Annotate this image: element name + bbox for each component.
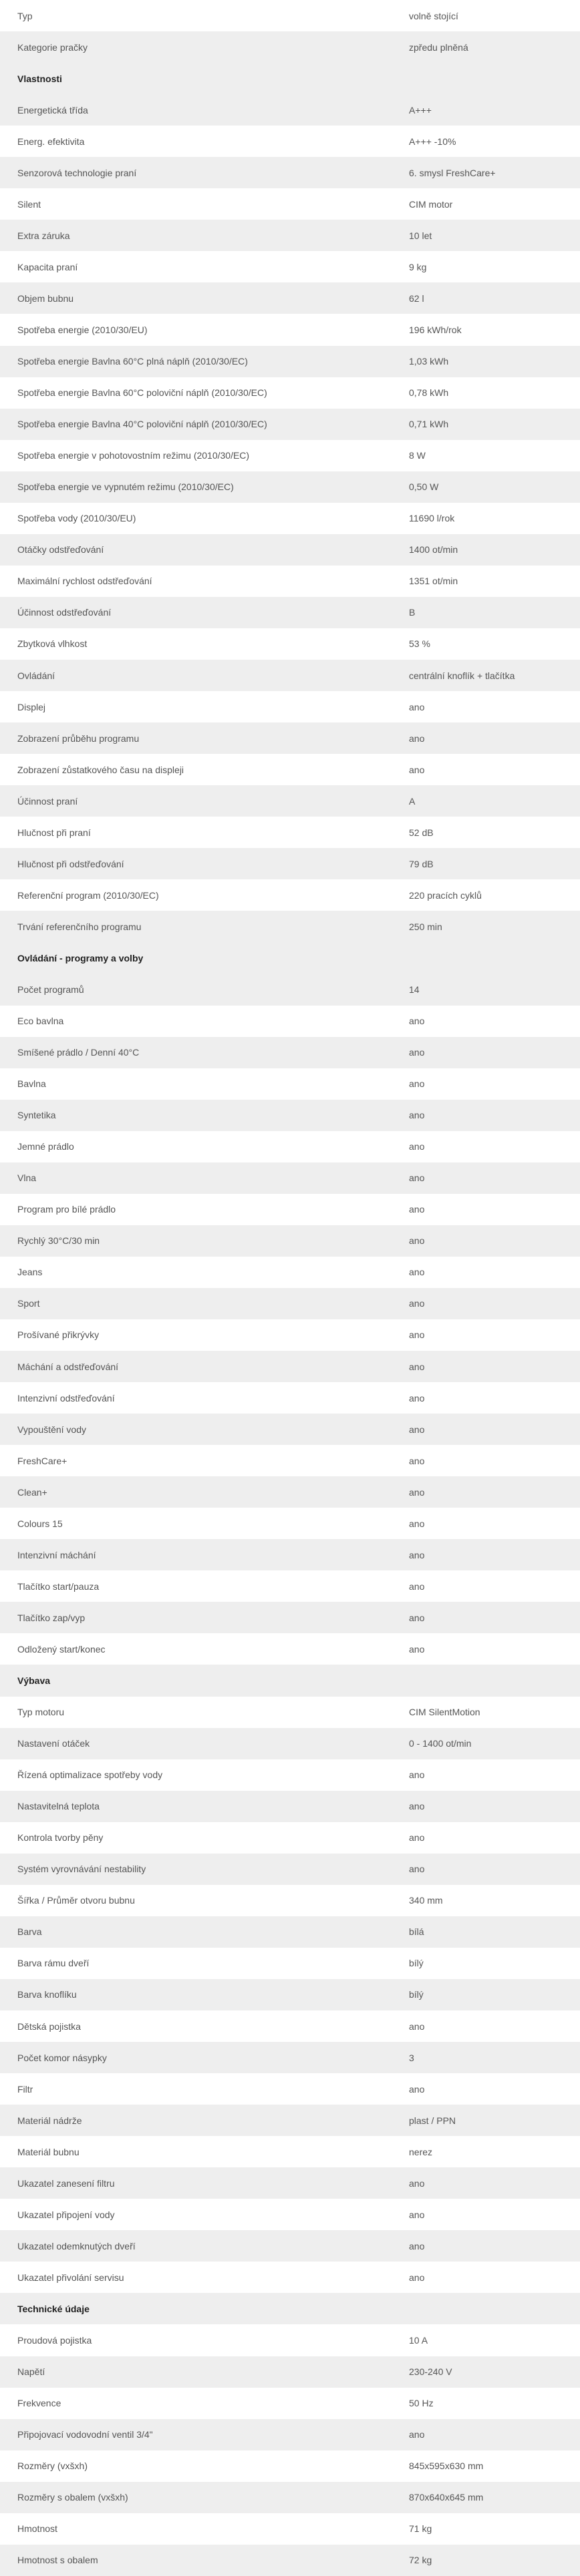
spec-value: ano [392, 1288, 580, 1319]
spec-value: 9 kg [392, 251, 580, 282]
spec-label: Proudová pojistka [0, 2324, 392, 2356]
spec-row [0, 1162, 580, 1194]
spec-row [0, 566, 580, 597]
spec-label: Sport [0, 1288, 392, 1319]
spec-value: ano [392, 1445, 580, 1476]
section-header-row [0, 2293, 580, 2324]
spec-label: Spotřeba energie ve vypnutém režimu (2010/30/EC) [0, 471, 392, 503]
spec-row [0, 0, 580, 31]
spec-label: Spotřeba vody (2010/30/EU) [0, 503, 392, 534]
spec-label: Tlačítko start/pauza [0, 1570, 392, 1602]
spec-row [0, 1351, 580, 1382]
spec-value: 220 pracích cyklů [392, 879, 580, 911]
spec-label: Účinnost praní [0, 785, 392, 817]
spec-row [0, 722, 580, 754]
spec-row [0, 660, 580, 691]
spec-label: Clean+ [0, 1476, 392, 1508]
spec-value: ano [392, 691, 580, 722]
spec-value: 3 [392, 2042, 580, 2073]
spec-value: CIM SilentMotion [392, 1697, 580, 1728]
spec-row [0, 1979, 580, 2010]
spec-value: ano [392, 2262, 580, 2293]
spec-value: ano [392, 1854, 580, 1885]
spec-value: A [392, 785, 580, 817]
spec-label: Napětí [0, 2356, 392, 2388]
spec-value: ano [392, 2419, 580, 2450]
spec-value: 79 dB [392, 848, 580, 879]
spec-label: Vypouštění vody [0, 1414, 392, 1445]
spec-row [0, 754, 580, 785]
spec-label: Účinnost odstřeďování [0, 597, 392, 628]
spec-label: Filtr [0, 2073, 392, 2105]
spec-label: Intenzivní odstřeďování [0, 1382, 392, 1414]
spec-row [0, 1382, 580, 1414]
spec-label: Ukazatel odemknutých dveří [0, 2230, 392, 2262]
spec-label: Kapacita praní [0, 251, 392, 282]
spec-value: 870x640x645 mm [392, 2482, 580, 2513]
spec-row [0, 1728, 580, 1759]
spec-label: Barva knoflíku [0, 1979, 392, 2010]
spec-value: ano [392, 1508, 580, 1539]
spec-value: 845x595x630 mm [392, 2450, 580, 2482]
section-title: Vlastnosti [0, 63, 580, 94]
spec-value: ano [392, 1759, 580, 1791]
section-title: Ovládání - programy a volby [0, 942, 580, 974]
spec-row [0, 2450, 580, 2482]
spec-value: plast / PPN [392, 2105, 580, 2136]
spec-value: 250 min [392, 911, 580, 942]
spec-label: Program pro bílé prádlo [0, 1194, 392, 1225]
spec-label: Barva rámu dveří [0, 1948, 392, 1979]
spec-value: bílý [392, 1979, 580, 2010]
spec-row [0, 1257, 580, 1288]
spec-label: Rychlý 30°C/30 min [0, 1225, 392, 1257]
spec-row [0, 1508, 580, 1539]
section-header-row [0, 942, 580, 974]
spec-label: Rozměry s obalem (vxšxh) [0, 2482, 392, 2513]
section-title: Výbava [0, 1665, 580, 1696]
spec-row [0, 1822, 580, 1854]
spec-value: ano [392, 754, 580, 785]
spec-label: Ukazatel přivolání servisu [0, 2262, 392, 2293]
spec-row [0, 2042, 580, 2073]
spec-value: ano [392, 1414, 580, 1445]
spec-value: 8 W [392, 440, 580, 471]
spec-label: Šířka / Průměr otvoru bubnu [0, 1885, 392, 1916]
spec-label: Nastavitelná teplota [0, 1791, 392, 1822]
spec-label: Rozměry (vxšxh) [0, 2450, 392, 2482]
spec-label: Spotřeba energie Bavlna 60°C poloviční náplň (2010/30/EC) [0, 377, 392, 409]
spec-label: Barva [0, 1916, 392, 1948]
spec-value: ano [392, 1257, 580, 1288]
spec-value: volně stojící [392, 0, 580, 31]
spec-row [0, 1100, 580, 1131]
spec-label: Materiál bubnu [0, 2136, 392, 2167]
spec-value: ano [392, 1822, 580, 1854]
spec-label: Intenzivní máchání [0, 1539, 392, 1570]
spec-row [0, 1445, 580, 1476]
spec-label: Kontrola tvorby pěny [0, 1822, 392, 1854]
spec-row [0, 31, 580, 63]
spec-label: Prošívané přikrývky [0, 1319, 392, 1351]
spec-value: bílý [392, 1948, 580, 1979]
spec-value: 52 dB [392, 817, 580, 848]
section-title: Technické údaje [0, 2293, 580, 2324]
spec-row [0, 1037, 580, 1068]
spec-value: ano [392, 1319, 580, 1351]
spec-value: 1351 ot/min [392, 566, 580, 597]
spec-label: Energ. efektivita [0, 126, 392, 157]
spec-value: 62 l [392, 282, 580, 314]
spec-row [0, 534, 580, 566]
spec-row [0, 1194, 580, 1225]
spec-row [0, 2262, 580, 2293]
spec-row [0, 2230, 580, 2262]
spec-row [0, 879, 580, 911]
spec-value: 0,71 kWh [392, 409, 580, 440]
spec-value: ano [392, 2230, 580, 2262]
spec-label: Počet programů [0, 974, 392, 1005]
spec-value: 0,78 kWh [392, 377, 580, 409]
spec-row [0, 220, 580, 251]
spec-value: 72 kg [392, 2545, 580, 2576]
spec-row [0, 157, 580, 188]
spec-label: Nastavení otáček [0, 1728, 392, 1759]
spec-row [0, 1288, 580, 1319]
spec-row [0, 1319, 580, 1351]
spec-label: Otáčky odstřeďování [0, 534, 392, 566]
spec-row [0, 1916, 580, 1948]
spec-value: 53 % [392, 628, 580, 660]
spec-row [0, 1068, 580, 1100]
spec-row [0, 1131, 580, 1162]
spec-value: 71 kg [392, 2513, 580, 2545]
spec-value: 1400 ot/min [392, 534, 580, 566]
spec-label: Jeans [0, 1257, 392, 1288]
spec-value: ano [392, 2167, 580, 2199]
spec-row [0, 2010, 580, 2042]
spec-label: Colours 15 [0, 1508, 392, 1539]
spec-label: Objem bubnu [0, 282, 392, 314]
spec-label: Frekvence [0, 2388, 392, 2419]
spec-row [0, 848, 580, 879]
spec-label: Maximální rychlost odstřeďování [0, 566, 392, 597]
spec-label: Máchání a odstřeďování [0, 1351, 392, 1382]
spec-label: Silent [0, 188, 392, 220]
spec-value: A+++ [392, 94, 580, 126]
spec-row [0, 785, 580, 817]
spec-row [0, 2105, 580, 2136]
spec-label: Počet komor násypky [0, 2042, 392, 2073]
spec-value: ano [392, 1539, 580, 1570]
spec-row [0, 911, 580, 942]
spec-row [0, 597, 580, 628]
spec-value: ano [392, 2199, 580, 2230]
spec-label: Extra záruka [0, 220, 392, 251]
spec-label: Referenční program (2010/30/EC) [0, 879, 392, 911]
spec-label: Hmotnost s obalem [0, 2545, 392, 2576]
spec-label: Tlačítko zap/vyp [0, 1602, 392, 1633]
spec-label: Senzorová technologie praní [0, 157, 392, 188]
spec-label: Systém vyrovnávání nestability [0, 1854, 392, 1885]
spec-row [0, 1759, 580, 1791]
spec-value: centrální knoflík + tlačítka [392, 660, 580, 691]
spec-row [0, 251, 580, 282]
spec-label: Kategorie pračky [0, 31, 392, 63]
spec-label: Spotřeba energie v pohotovostním režimu (2010/30/EC) [0, 440, 392, 471]
spec-row [0, 440, 580, 471]
spec-value: ano [392, 1037, 580, 1068]
spec-value: 11690 l/rok [392, 503, 580, 534]
spec-value: ano [392, 1225, 580, 1257]
spec-row [0, 282, 580, 314]
spec-row [0, 1476, 580, 1508]
spec-value: ano [392, 1068, 580, 1100]
spec-value: ano [392, 1382, 580, 1414]
spec-value: ano [392, 1791, 580, 1822]
spec-value: 340 mm [392, 1885, 580, 1916]
spec-row [0, 1791, 580, 1822]
spec-value: ano [392, 1100, 580, 1131]
spec-label: Syntetika [0, 1100, 392, 1131]
spec-value: 196 kWh/rok [392, 314, 580, 345]
spec-row [0, 1570, 580, 1602]
section-header-row [0, 63, 580, 94]
spec-row [0, 974, 580, 1005]
spec-label: Řízená optimalizace spotřeby vody [0, 1759, 392, 1791]
spec-value: ano [392, 1162, 580, 1194]
spec-value: ano [392, 1006, 580, 1037]
spec-row [0, 94, 580, 126]
spec-value: CIM motor [392, 188, 580, 220]
spec-value: 10 A [392, 2324, 580, 2356]
spec-label: Materiál nádrže [0, 2105, 392, 2136]
spec-value: A+++ -10% [392, 126, 580, 157]
spec-label: Eco bavlna [0, 1006, 392, 1037]
spec-label: Spotřeba energie (2010/30/EU) [0, 314, 392, 345]
spec-value: 0,50 W [392, 471, 580, 503]
spec-value: bílá [392, 1916, 580, 1948]
spec-row [0, 628, 580, 660]
spec-row [0, 817, 580, 848]
spec-value: ano [392, 2073, 580, 2105]
spec-label: Vlna [0, 1162, 392, 1194]
spec-row [0, 188, 580, 220]
spec-label: Energetická třída [0, 94, 392, 126]
spec-row [0, 691, 580, 722]
spec-row [0, 2073, 580, 2105]
spec-value: B [392, 597, 580, 628]
spec-row [0, 2356, 580, 2388]
spec-label: Dětská pojistka [0, 2010, 392, 2042]
spec-row [0, 1697, 580, 1728]
spec-row [0, 2513, 580, 2545]
spec-row [0, 2388, 580, 2419]
spec-label: Hmotnost [0, 2513, 392, 2545]
spec-value: ano [392, 1476, 580, 1508]
spec-row [0, 314, 580, 345]
spec-row [0, 2482, 580, 2513]
spec-value: 50 Hz [392, 2388, 580, 2419]
spec-row [0, 2167, 580, 2199]
spec-row [0, 346, 580, 377]
spec-label: Bavlna [0, 1068, 392, 1100]
spec-row [0, 1854, 580, 1885]
spec-label: Ukazatel zanesení filtru [0, 2167, 392, 2199]
spec-value: 14 [392, 974, 580, 1005]
spec-label: Zobrazení průběhu programu [0, 722, 392, 754]
spec-label: Trvání referenčního programu [0, 911, 392, 942]
spec-label: Typ [0, 0, 392, 31]
spec-value: zpředu plněná [392, 31, 580, 63]
spec-label: Typ motoru [0, 1697, 392, 1728]
spec-label: FreshCare+ [0, 1445, 392, 1476]
spec-value: 1,03 kWh [392, 346, 580, 377]
spec-value: 10 let [392, 220, 580, 251]
spec-label: Displej [0, 691, 392, 722]
spec-value: 0 - 1400 ot/min [392, 1728, 580, 1759]
spec-label: Ukazatel připojení vody [0, 2199, 392, 2230]
spec-label: Připojovací vodovodní ventil 3/4" [0, 2419, 392, 2450]
spec-row [0, 377, 580, 409]
spec-value: ano [392, 2010, 580, 2042]
spec-row [0, 1006, 580, 1037]
spec-value: nerez [392, 2136, 580, 2167]
spec-value: ano [392, 1570, 580, 1602]
spec-row [0, 126, 580, 157]
spec-value: 6. smysl FreshCare+ [392, 157, 580, 188]
spec-label: Smíšené prádlo / Denní 40°C [0, 1037, 392, 1068]
spec-label: Zobrazení zůstatkového času na displeji [0, 754, 392, 785]
spec-row [0, 1225, 580, 1257]
spec-row [0, 2545, 580, 2576]
spec-row [0, 2136, 580, 2167]
spec-label: Zbytková vlhkost [0, 628, 392, 660]
spec-row [0, 1885, 580, 1916]
spec-row [0, 409, 580, 440]
spec-label: Odložený start/konec [0, 1633, 392, 1665]
spec-row [0, 1539, 580, 1570]
spec-row [0, 1633, 580, 1665]
spec-row [0, 2324, 580, 2356]
spec-row [0, 2419, 580, 2450]
section-header-row [0, 1665, 580, 1696]
spec-label: Hlučnost při praní [0, 817, 392, 848]
spec-value: ano [392, 1131, 580, 1162]
spec-label: Spotřeba energie Bavlna 40°C poloviční náplň (2010/30/EC) [0, 409, 392, 440]
spec-row [0, 1948, 580, 1979]
spec-label: Jemné prádlo [0, 1131, 392, 1162]
spec-label: Ovládání [0, 660, 392, 691]
spec-row [0, 503, 580, 534]
spec-value: ano [392, 722, 580, 754]
spec-row [0, 471, 580, 503]
spec-row [0, 2199, 580, 2230]
spec-value: ano [392, 1633, 580, 1665]
spec-row [0, 1602, 580, 1633]
spec-row [0, 1414, 580, 1445]
spec-value: ano [392, 1602, 580, 1633]
spec-label: Hlučnost při odstřeďování [0, 848, 392, 879]
spec-label: Spotřeba energie Bavlna 60°C plná náplň (2010/30/EC) [0, 346, 392, 377]
spec-value: ano [392, 1194, 580, 1225]
spec-value: ano [392, 1351, 580, 1382]
spec-value: 230-240 V [392, 2356, 580, 2388]
